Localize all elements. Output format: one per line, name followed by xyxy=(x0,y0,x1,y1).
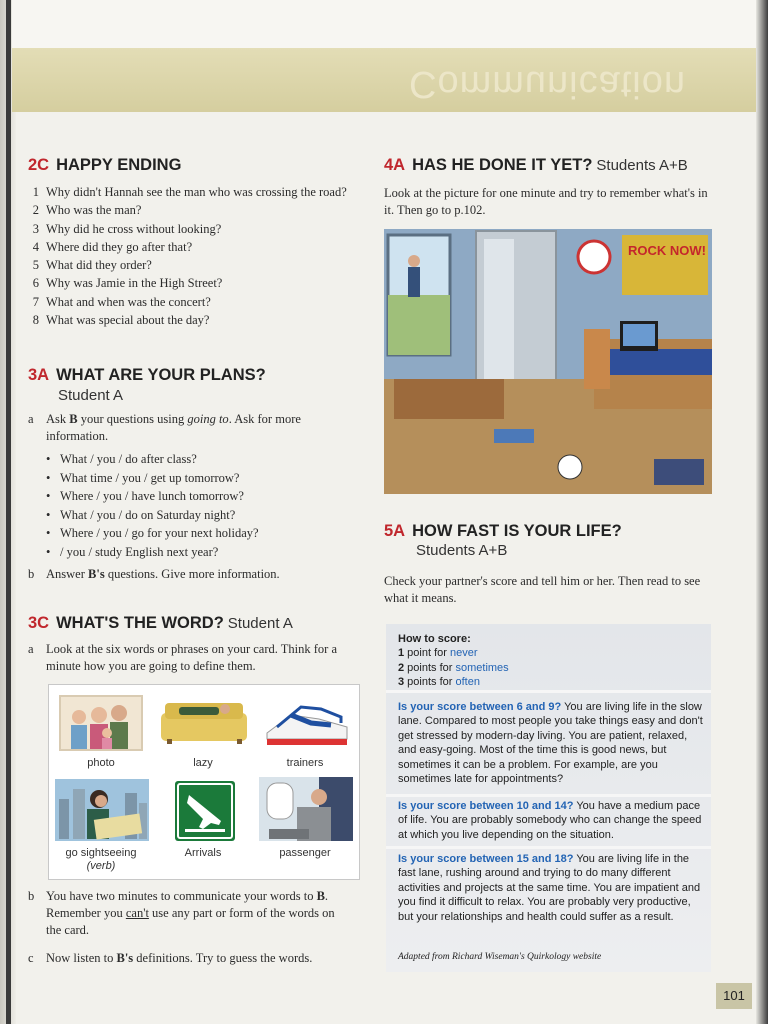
question-prompts xyxy=(28,450,353,561)
instruction-b: b You have two minutes to communicate your words to B. Remember you can't use any part or form of the words on the card. xyxy=(28,889,335,937)
word-arrivals: Arrivals xyxy=(184,847,222,859)
list-item: • Where / you / have lunch tomorrow? xyxy=(28,487,353,506)
word-trainers: trainers xyxy=(286,757,324,769)
word-lazy: lazy xyxy=(193,757,213,769)
section-5a xyxy=(384,522,724,607)
passenger-image xyxy=(259,777,353,841)
how-to-score-label: How to score: xyxy=(398,633,471,645)
score-line: 1 point for never xyxy=(398,647,478,660)
poster-text: ROCK NOW! xyxy=(628,243,706,258)
section-code: 3A xyxy=(28,366,50,384)
section-4a-text: Look at the picture for one minute and try to remember what's in it. Then go to p.102. xyxy=(384,186,708,217)
section-code: 3C xyxy=(28,614,50,632)
section-3a xyxy=(28,366,353,583)
section-3c xyxy=(28,614,353,675)
scoring-key xyxy=(398,632,703,690)
word-photo: photo xyxy=(87,757,115,769)
list-item: 3 Why did he cross without looking? xyxy=(32,221,222,236)
result-fast-lane: Is your score between 15 and 18? You are living life in the fast lane, rushing around and trying to do many different activities and projects at the same time. You are impatient and you find it difficult to relax. You are probably very productive, but your relationships and health could suffer as a result. xyxy=(398,853,701,923)
list-item: 8 What was special about the day? xyxy=(32,313,210,328)
source-credit: Adapted from Richard Wiseman's Quirkology website xyxy=(398,952,602,962)
section-title: HOW FAST IS YOUR LIFE? xyxy=(412,522,622,540)
result-slow-lane: Is your score between 6 and 9? You are living life in the slow lane. Compared to most people you take things easy and don't get stressed by modern-day living. You are patient, relaxed, and easy-going. Most of the time this is good news, but sometimes it can be a problem. For example, are you sometimes late for appointments? xyxy=(398,701,703,786)
section-5a-heading xyxy=(384,522,724,541)
list-item: • Where / you / go for your next holiday? xyxy=(28,524,353,543)
score-line: 3 points for often xyxy=(398,676,480,689)
list-item: 1 Why didn't Hannah see the man who was crossing the road? xyxy=(32,185,347,199)
question-list xyxy=(28,183,353,329)
student-label: Student A xyxy=(227,615,293,632)
divider xyxy=(386,846,711,849)
score-box xyxy=(386,624,711,972)
word-passenger: passenger xyxy=(279,847,331,859)
section-title: WHAT ARE YOUR PLANS? xyxy=(56,366,266,384)
list-item: • What / you / do on Saturday night? xyxy=(28,506,353,525)
list-item: 5 What did they order? xyxy=(32,258,152,273)
list-item: 7 What and when was the concert? xyxy=(32,294,211,309)
result-medium-pace: Is your score between 10 and 14? You have a medium pace of life. You are probably somebody who can change the speed at which you live depending on the situation. xyxy=(398,800,702,841)
page-edge xyxy=(756,0,768,1024)
section-code: 4A xyxy=(384,156,406,174)
instruction-a: a Look at the six words or phrases on your card. Think for a minute how you are going to define them. xyxy=(28,642,338,673)
section-2c-heading xyxy=(28,156,353,175)
sightseeing-image xyxy=(55,779,149,841)
family-photo-image xyxy=(59,695,143,751)
sofa-lazy-image xyxy=(159,695,249,745)
instruction-b: b Answer B's questions. Give more information. xyxy=(28,567,280,581)
divider xyxy=(386,690,711,693)
arrivals-sign-image xyxy=(175,781,235,841)
banner-mirrored-title: Communication xyxy=(409,63,686,105)
section-3c-heading xyxy=(28,614,353,633)
list-item: • What / you / do after class? xyxy=(28,450,353,469)
section-title: WHAT'S THE WORD? xyxy=(56,614,224,632)
section-title: HAS HE DONE IT YET? xyxy=(412,156,593,174)
section-3a-heading xyxy=(28,366,353,385)
section-4a-heading xyxy=(384,156,724,175)
section-4a xyxy=(384,156,724,219)
list-item: • What time / you / get up tomorrow? xyxy=(28,469,353,488)
instruction-a: a Ask B your questions using going to. Ask for more information. xyxy=(28,412,301,443)
trainers-image xyxy=(261,693,351,749)
divider xyxy=(386,794,711,797)
top-margin xyxy=(12,0,756,50)
page-number: 101 xyxy=(716,983,752,1009)
student-label: Students A+B xyxy=(416,542,508,559)
section-5a-text: Check your partner's score and tell him or her. Then read to see what it means. xyxy=(384,574,701,605)
student-label: Students A+B xyxy=(596,157,688,174)
list-item: 2 Who was the man? xyxy=(32,203,142,218)
word-card xyxy=(48,684,360,880)
header-banner xyxy=(12,48,756,112)
section-2c xyxy=(28,156,353,329)
list-item: • / you / study English next year? xyxy=(28,543,353,562)
section-3c-tasks xyxy=(28,888,353,967)
spine-shadow xyxy=(6,0,11,1024)
instruction-c: c Now listen to B's definitions. Try to guess the words. xyxy=(28,951,313,965)
score-line: 2 points for sometimes xyxy=(398,661,509,674)
list-item: 4 Where did they go after that? xyxy=(32,239,193,254)
word-go-sightseeing: go sightseeing (verb) xyxy=(65,847,137,872)
list-item: 6 Why was Jamie in the High Street? xyxy=(32,276,223,291)
bedroom-picture xyxy=(384,229,712,494)
section-code: 2C xyxy=(28,156,50,174)
section-code: 5A xyxy=(384,522,406,540)
student-label: Student A xyxy=(58,387,124,404)
section-title: HAPPY ENDING xyxy=(56,156,182,174)
